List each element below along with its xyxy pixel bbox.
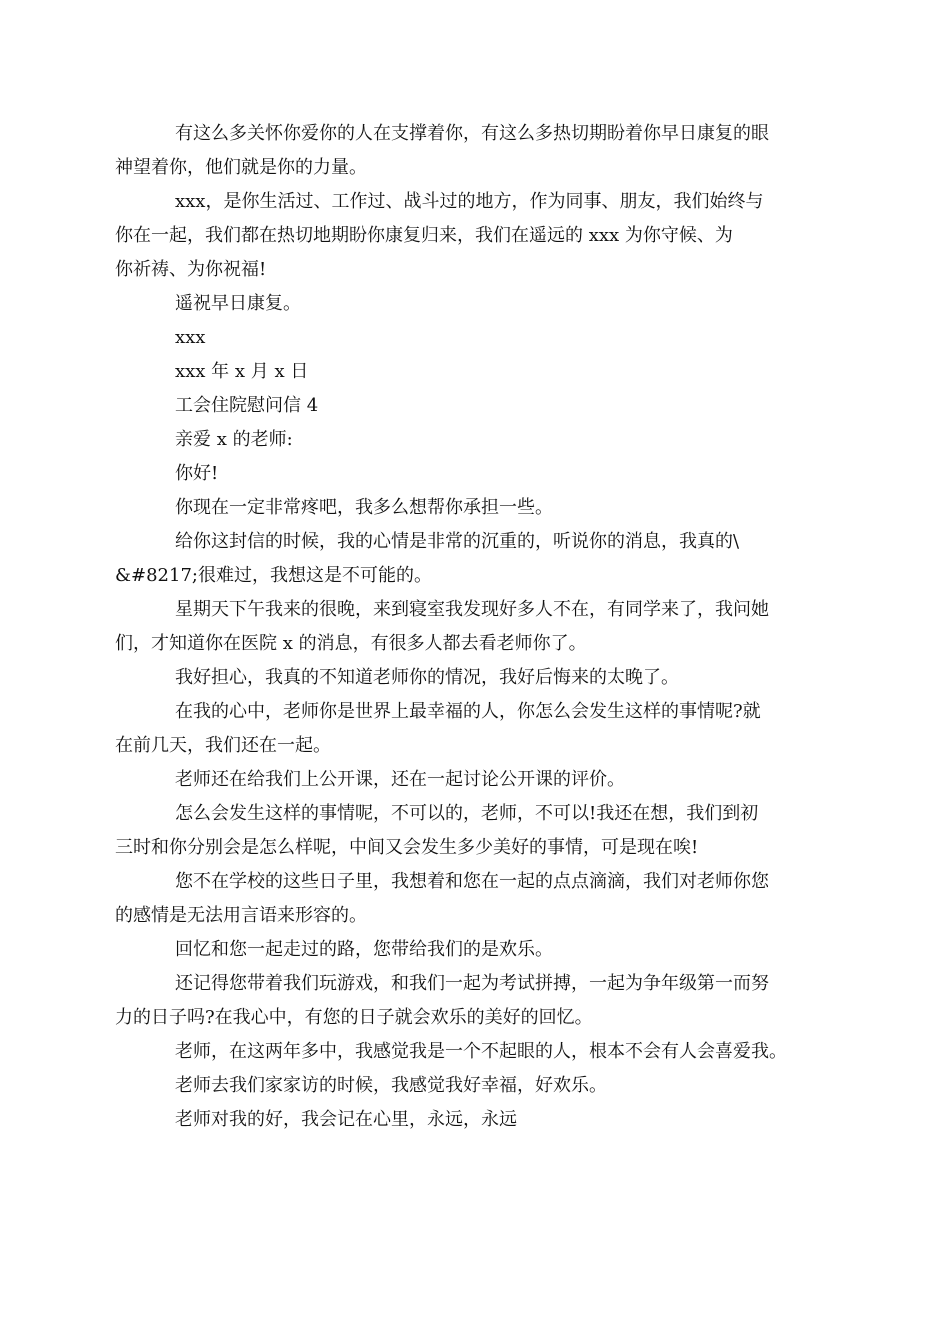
text-line: xxx (175, 327, 206, 348)
paragraph (145, 763, 825, 797)
text-line: 力的日子吗?在我心中，有您的日子就会欢乐的美好的回忆。 (115, 1007, 593, 1028)
paragraph (115, 593, 825, 661)
paragraph (115, 695, 825, 763)
text-line: 您不在学校的这些日子里，我想着和您在一起的点点滴滴，我们对老师你您 (175, 871, 769, 892)
text-line: 老师去我们家家访的时候，我感觉我好幸福，好欢乐。 (175, 1075, 607, 1096)
paragraph (145, 1035, 825, 1069)
signature-date (145, 355, 825, 389)
text-line: 老师，在这两年多中，我感觉我是一个不起眼的人，根本不会有人会喜爱我。 (175, 1041, 787, 1062)
text-line: 你祈祷、为你祝福! (115, 259, 267, 280)
text-line: 你现在一定非常疼吧，我多么想帮你承担一些。 (175, 497, 553, 518)
text-line: 工会住院慰问信 4 (175, 395, 319, 416)
text-line: 你好! (175, 463, 219, 484)
text-line: xxx，是你生活过、工作过、战斗过的地方，作为同事、朋友，我们始终与 (175, 191, 764, 212)
paragraph (115, 185, 825, 287)
text-line: 们，才知道你在医院 x 的消息，有很多人都去看老师你了。 (115, 633, 587, 654)
text-line: 亲爱 x 的老师: (175, 429, 293, 450)
paragraph (145, 491, 825, 525)
paragraph (115, 117, 825, 185)
text-line: 怎么会发生这样的事情呢，不可以的，老师，不可以!我还在想，我们到初 (175, 803, 759, 824)
paragraph (145, 933, 825, 967)
text-line: 星期天下午我来的很晚，来到寝室我发现好多人不在，有同学来了，我问她 (175, 599, 769, 620)
text-line: 在前几天，我们还在一起。 (115, 735, 331, 756)
signature-name (145, 321, 825, 355)
text-line: 神望着你，他们就是你的力量。 (115, 157, 367, 178)
text-line: 你在一起，我们都在热切地期盼你康复归来，我们在遥远的 xxx 为你守候、为 (115, 225, 733, 246)
paragraph (145, 661, 825, 695)
paragraph (115, 525, 825, 593)
text-line: 有这么多关怀你爱你的人在支撑着你，有这么多热切期盼着你早日康复的眼 (175, 123, 769, 144)
paragraph (145, 1069, 825, 1103)
text-line: xxx 年 x 月 x 日 (175, 361, 309, 382)
text-line: &#8217;很难过，我想这是不可能的。 (115, 565, 432, 586)
text-line: 回忆和您一起走过的路，您带给我们的是欢乐。 (175, 939, 553, 960)
paragraph (145, 1103, 825, 1137)
text-line: 遥祝早日康复。 (175, 293, 301, 314)
greeting (145, 457, 825, 491)
text-line: 老师对我的好，我会记在心里，永远，永远 (175, 1109, 517, 1130)
text-line: 给你这封信的时候，我的心情是非常的沉重的，听说你的消息，我真的\ (175, 531, 740, 552)
text-line: 三时和你分别会是怎么样呢，中间又会发生多少美好的事情，可是现在唉! (115, 837, 699, 858)
paragraph (115, 865, 825, 933)
paragraph (115, 797, 825, 865)
text-line: 在我的心中，老师你是世界上最幸福的人，你怎么会发生这样的事情呢?就 (175, 701, 761, 722)
text-line: 老师还在给我们上公开课，还在一起讨论公开课的评价。 (175, 769, 625, 790)
section-title (145, 389, 825, 423)
salutation (145, 423, 825, 457)
paragraph (145, 287, 825, 321)
paragraph (115, 967, 825, 1035)
text-line: 我好担心，我真的不知道老师你的情况，我好后悔来的太晚了。 (175, 667, 679, 688)
text-line: 还记得您带着我们玩游戏，和我们一起为考试拼搏，一起为争年级第一而努 (175, 973, 769, 994)
text-line: 的感情是无法用言语来形容的。 (115, 905, 367, 926)
document-body (115, 117, 825, 1137)
